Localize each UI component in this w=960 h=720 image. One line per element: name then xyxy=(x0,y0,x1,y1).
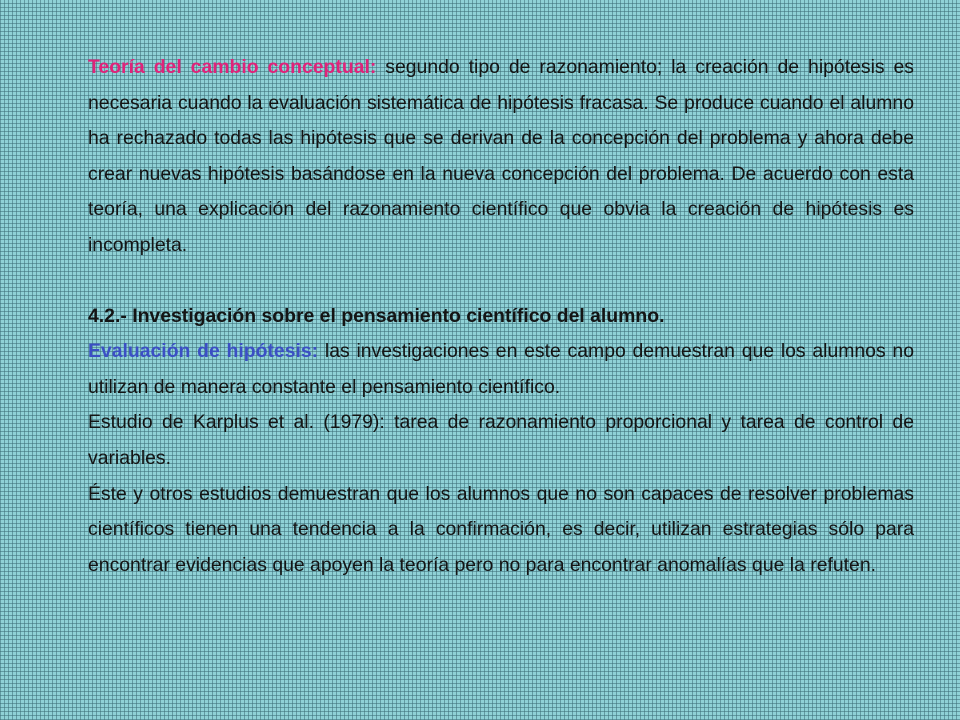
term-hypothesis-evaluation: Evaluación de hipótesis: xyxy=(88,340,319,363)
paragraph-conceptual-change-theory xyxy=(88,50,914,264)
section-heading: 4.2.- Investigación sobre el pensamiento científico del alumno. xyxy=(88,304,665,327)
conceptual-change-theory-text: segundo tipo de razonamiento; la creación de hipótesis es necesaria cuando la evaluación sistemática de hipótesis fracasa. Se produce cuando el alumno ha rechazado todas las hipótesis que se derivan de la concepción del problema y ahora debe crear nuevas hipótesis basándose en la nueva concepción del problema. De acuerdo con esta teoría, una explicación del razonamiento científico que obvia la creación de hipótesis es incompleta. xyxy=(88,56,914,256)
slide-body xyxy=(88,50,914,583)
hypothesis-evaluation-text: las investigaciones en este campo demuestran que los alumnos no utilizan de manera constante el pensamiento científico. xyxy=(88,340,915,398)
paragraph-hypothesis-evaluation xyxy=(88,334,914,405)
term-conceptual-change-theory: Teoría del cambio conceptual: xyxy=(88,56,377,78)
paragraph-karplus-study: Estudio de Karplus et al. (1979): tarea de razonamiento proporcional y tarea de control de variables. xyxy=(88,411,914,469)
paragraph-conclusion: Éste y otros estudios demuestran que los alumnos que no son capaces de resolver problemas científicos tienen una tendencia a la confirmación, es decir, utilizan estrategias sólo para encontrar evidencias que apoyen la teoría pero no para encontrar anomalías que la refuten. xyxy=(88,482,914,576)
